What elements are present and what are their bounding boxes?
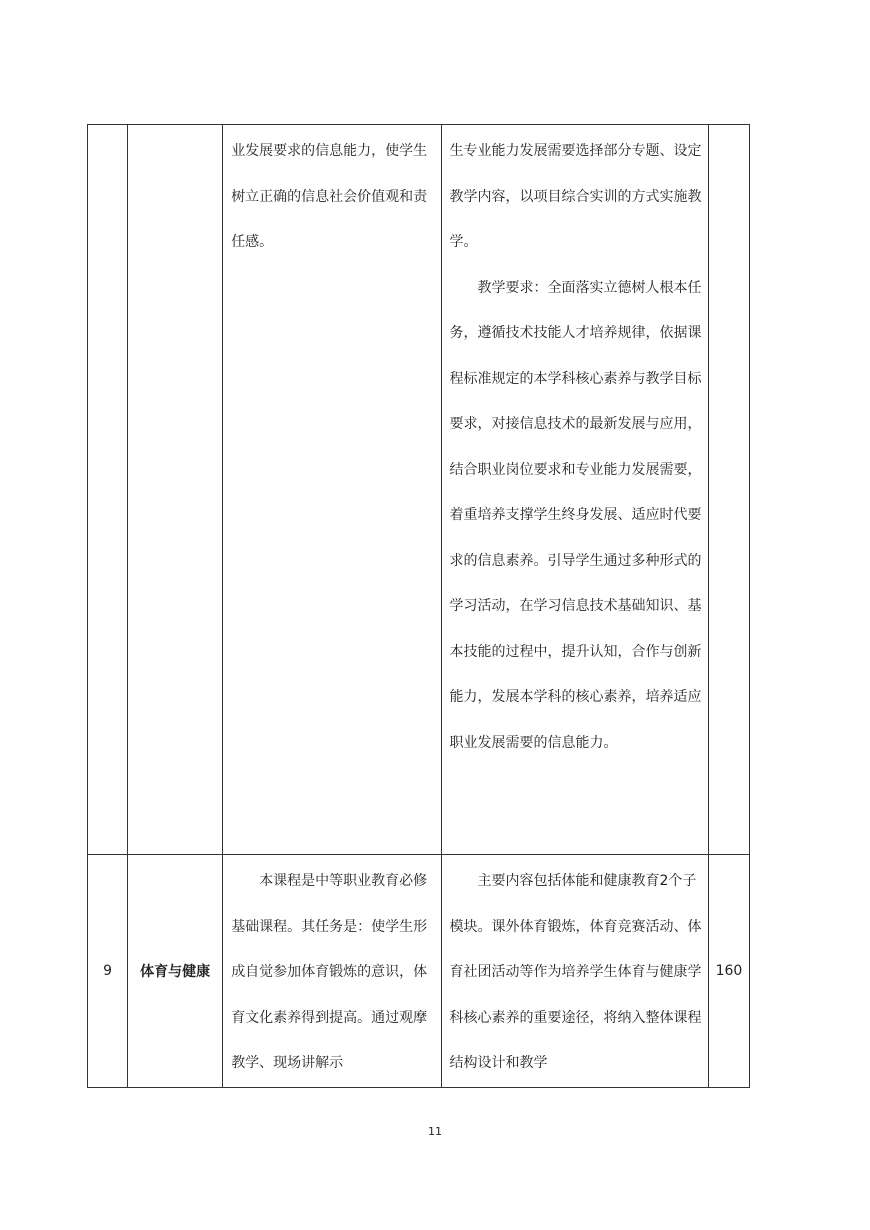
- hours-cell: [708, 125, 749, 855]
- teaching-requirements-text: 教学要求：全面落实立德树人根本任务，遵循技术技能人才培养规律，依据课程标准规定的本学科核心素养与教学目标要求，对接信息技术的最新发展与应用，结合职业岗位要求和专业能力发展需要，着重培养支撑学生终身发展、适应时代要求的信息素养。引导学生通过多种形式的学习活动，在学习信息技术基础知识、基本技能的过程中，提升认知，合作与创新能力，发展本学科的核心素养，培养适应职业发展需要的信息能力。: [449, 279, 702, 751]
- content-text: 生专业能力发展需要选择部分专题、设定教学内容，以项目综合实训的方式实施教学。: [449, 143, 702, 250]
- page-number: 11: [428, 1125, 442, 1138]
- content-text: 主要内容包括体能和健康教育2个子模块。课外体育锻炼，体育竞赛活动、体育社团活动等作为培养学生体育与健康学科核心素养的重要途径，将纳入整体课程结构设计和教学: [449, 873, 702, 1071]
- course-table: [87, 124, 750, 1088]
- hours-cell: 160: [708, 855, 749, 1088]
- course-name-cell: [128, 125, 223, 855]
- objective-cell: [223, 125, 441, 855]
- content-cell: [441, 125, 708, 855]
- course-name-cell: 体育与健康: [128, 855, 223, 1088]
- content-cell: [441, 855, 708, 1088]
- table-row: [88, 855, 750, 1088]
- number-cell: [88, 125, 128, 855]
- objective-text: 本课程是中等职业教育必修基础课程。其任务是：使学生形成自觉参加体育锻炼的意识，体育文化素养得到提高。通过观摩教学、现场讲解示: [231, 873, 428, 1071]
- table-row: [88, 125, 750, 855]
- objective-cell: [223, 855, 441, 1088]
- number-cell: 9: [88, 855, 128, 1088]
- objective-text: 业发展要求的信息能力，使学生树立正确的信息社会价值观和责任感。: [231, 143, 428, 250]
